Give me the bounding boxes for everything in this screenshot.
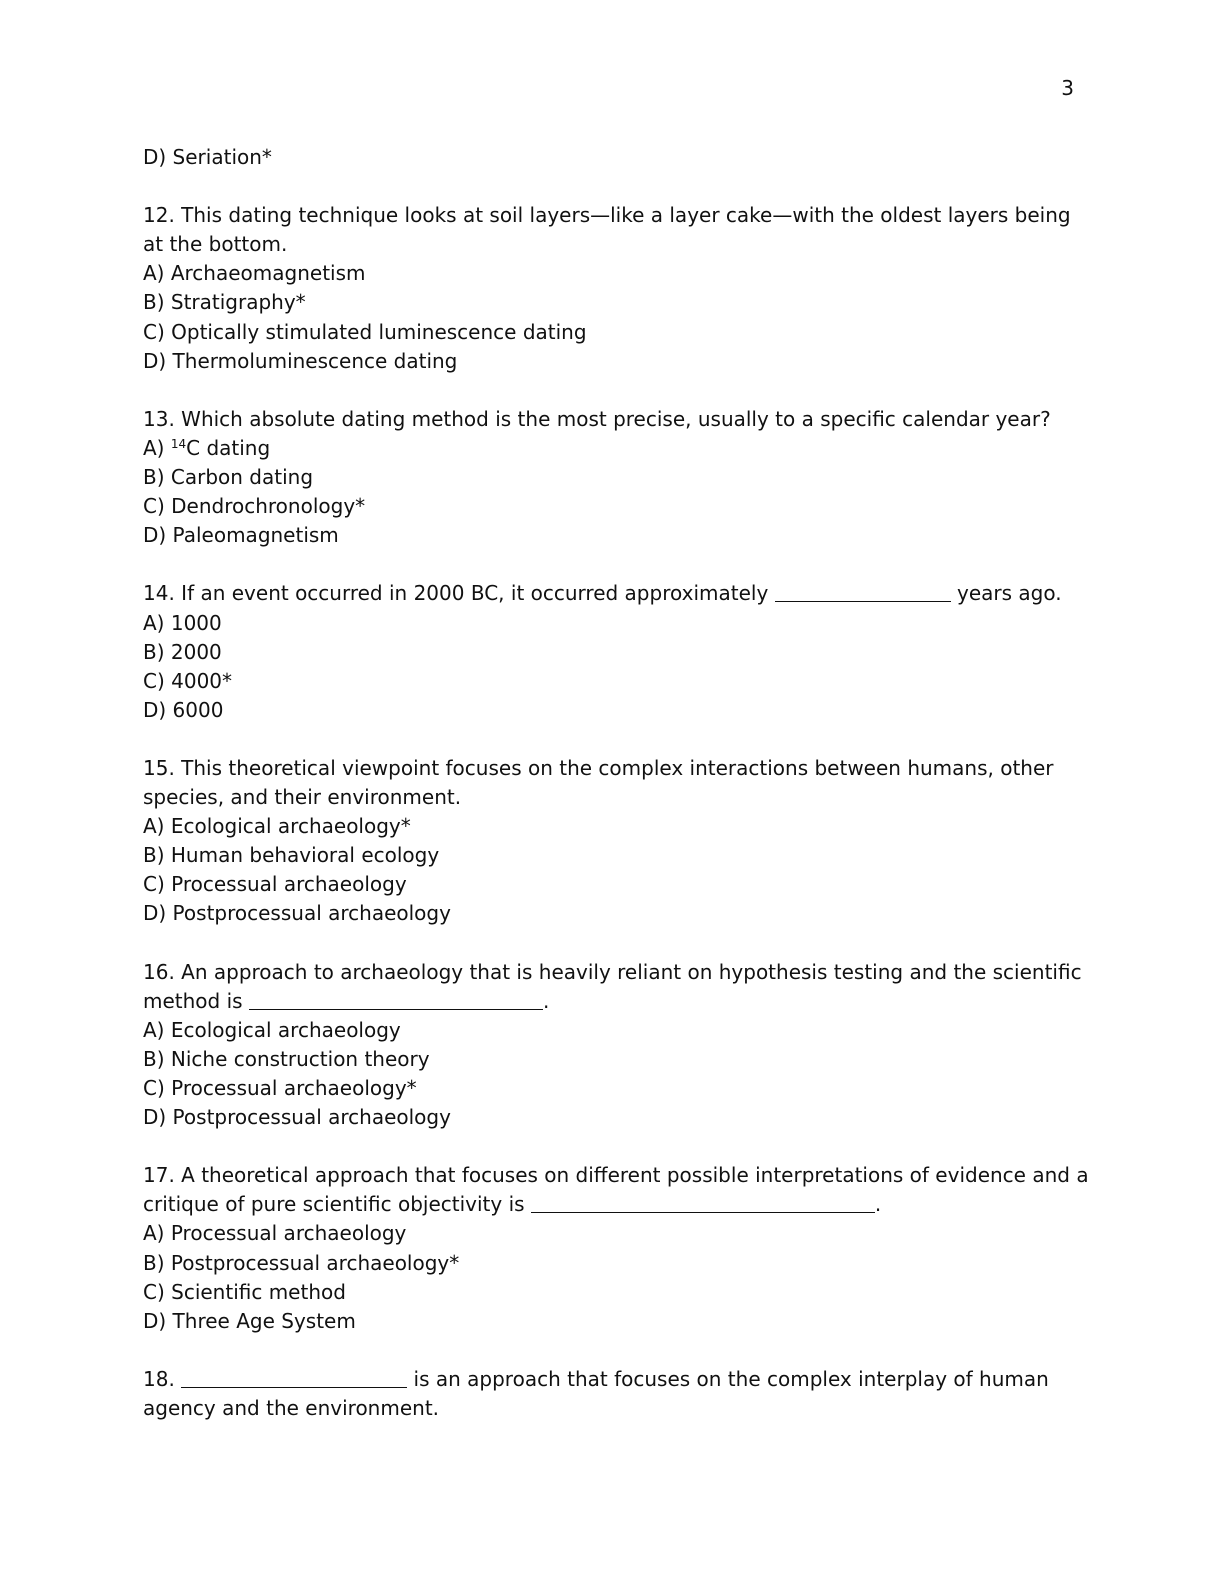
question-18-stem-after: is an approach that focuses on the complex interplay of human [413,1366,1049,1391]
question-18 [143,1365,1078,1423]
question-16-stem-line2 [143,987,1078,1016]
option-q16-d: D) Postprocessual archaeology [143,1105,451,1130]
question-12-stem: 12. This dating technique looks at soil layers—like a layer cake—with the oldest layers being at the bottom. [143,203,1071,257]
option-q14-d: D) 6000 [143,697,224,722]
question-17-stem-before: critique of pure scientific objectivity is [143,1192,525,1217]
option-q15-b: B) Human behavioral ecology [143,843,440,868]
option-q12-b: B) Stratigraphy* [143,290,306,315]
question-13-stem: 13. Which absolute dating method is the most precise, usually to a specific calendar year? [143,406,1051,431]
question-18-stem-before: 18. [143,1366,175,1391]
option-q12-d: D) Thermoluminescence dating [143,348,458,373]
option-q11-d: D) Seriation* [143,145,272,169]
answer-blank [531,1192,875,1213]
option-q12-a: A) Archaeomagnetism [143,261,366,286]
option-q15-c: C) Processual archaeology [143,872,407,897]
question-14-stem-after: years ago. [957,581,1062,606]
option-q16-b: B) Niche construction theory [143,1046,430,1071]
question-16-stem-after: . [542,988,550,1013]
answer-blank [249,989,543,1010]
question-17-stem-after: . [874,1192,882,1217]
option-q17-c: C) Scientific method [143,1279,346,1304]
option-q13-c: C) Dendrochronology* [143,494,366,519]
question-16 [143,958,1082,1133]
question-14 [143,579,1078,724]
option-q13-a-text: C dating [186,435,271,460]
question-13 [143,405,1078,550]
option-q17-a: A) Processual archaeology [143,1221,407,1246]
option-q16-c: C) Processual archaeology* [143,1076,417,1100]
option-q13-b: B) Carbon dating [143,465,314,490]
option-q14-b: B) 2000 [143,639,222,664]
option-q13-d: D) Paleomagnetism [143,523,339,548]
question-16-stem-line1: 16. An approach to archaeology that is heavily reliant on hypothesis testing and the scientific [143,959,1082,984]
quiz-content [143,143,1089,1423]
option-q13-a-prefix: A) [143,435,171,460]
option-q14-c: C) 4000* [143,668,233,693]
option-q15-a: A) Ecological archaeology* [143,814,411,839]
page-number: 3 [1061,76,1074,100]
question-16-stem-before: method is [143,988,243,1013]
question-15-stem: 15. This theoretical viewpoint focuses on the complex interactions between humans, other species, and their environment. [143,755,1054,810]
answer-blank [775,581,951,602]
option-q14-a: A) 1000 [143,610,222,635]
question-17 [143,1161,1089,1336]
option-q17-b: B) Postprocessual archaeology* [143,1250,460,1275]
question-14-stem [143,579,1078,608]
question-12 [143,201,1078,376]
option-q13-a [143,434,1078,463]
option-q12-c: C) Optically stimulated luminescence dating [143,319,587,344]
question-18-stem-line2: agency and the environment. [143,1396,440,1421]
question-17-stem-line1: 17. A theoretical approach that focuses on different possible interpretations of evidence and a [143,1163,1089,1188]
option-q17-d: D) Three Age System [143,1308,356,1333]
option-q13-a-superscript: 14 [170,436,187,451]
option-q16-a: A) Ecological archaeology [143,1017,401,1042]
question-18-stem-line1 [143,1365,1078,1394]
question-14-stem-before: 14. If an event occurred in 2000 BC, it occurred approximately [143,581,769,606]
question-17-stem-line2 [143,1190,1078,1219]
answer-blank [181,1367,407,1388]
option-q15-d: D) Postprocessual archaeology [143,901,451,926]
question-15 [143,754,1078,929]
